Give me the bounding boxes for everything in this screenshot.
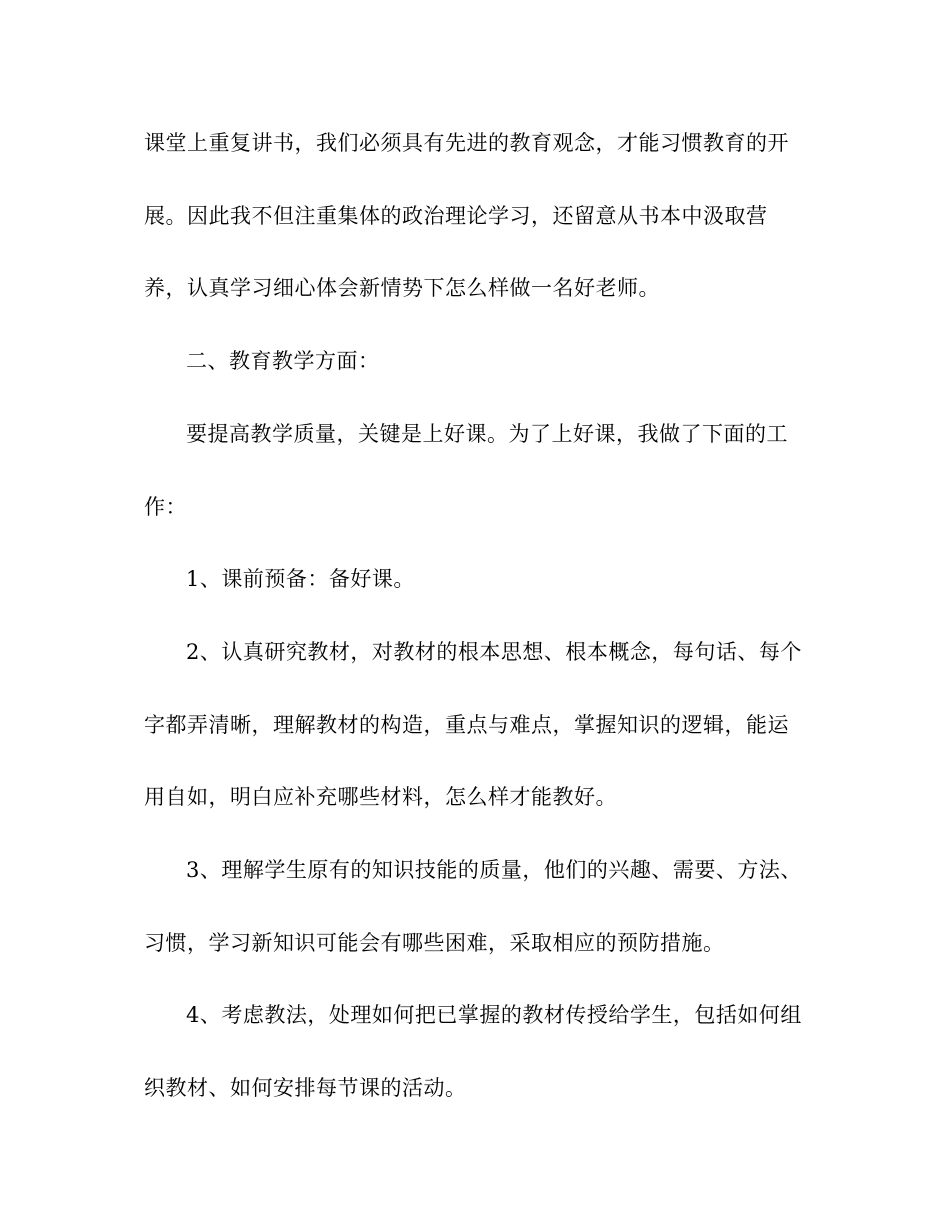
list-item-4-line-1: 4、考虑教法，处理如何把已掌握的教材传授给学生，包括如何组 xyxy=(186,1003,802,1027)
list-item-1: 1、课前预备：备好课。 xyxy=(186,567,415,591)
paragraph-line-5: 要提高教学质量，关键是上好课。为了上好课，我做了下面的工 xyxy=(186,422,788,446)
list-item-2-line-2: 字都弄清晰，理解教材的构造，重点与难点，掌握知识的逻辑，能运 xyxy=(144,713,789,737)
paragraph-line-3: 养，认真学习细心体会新情势下怎么样做一名好老师。 xyxy=(144,276,660,300)
list-item-4-line-2: 织教材、如何安排每节课的活动。 xyxy=(144,1076,467,1100)
list-item-3-line-1: 3、理解学生原有的知识技能的质量，他们的兴趣、需要、方法、 xyxy=(186,858,802,882)
section-heading: 二、教育教学方面： xyxy=(186,349,380,373)
list-item-2-line-3: 用自如，明白应补充哪些材料，怎么样才能教好。 xyxy=(144,785,617,809)
list-item-2-line-1: 2、认真研究教材，对教材的根本思想、根本概念，每句话、每个 xyxy=(186,640,802,664)
list-item-3-line-2: 习惯，学习新知识可能会有哪些困难，采取相应的预防措施。 xyxy=(144,931,725,955)
paragraph-line-6: 作： xyxy=(144,495,187,519)
paragraph-line-1: 课堂上重复讲书，我们必须具有先进的教育观念，才能习惯教育的开 xyxy=(144,131,789,155)
paragraph-line-2: 展。因此我不但注重集体的政治理论学习，还留意从书本中汲取营 xyxy=(144,204,768,228)
